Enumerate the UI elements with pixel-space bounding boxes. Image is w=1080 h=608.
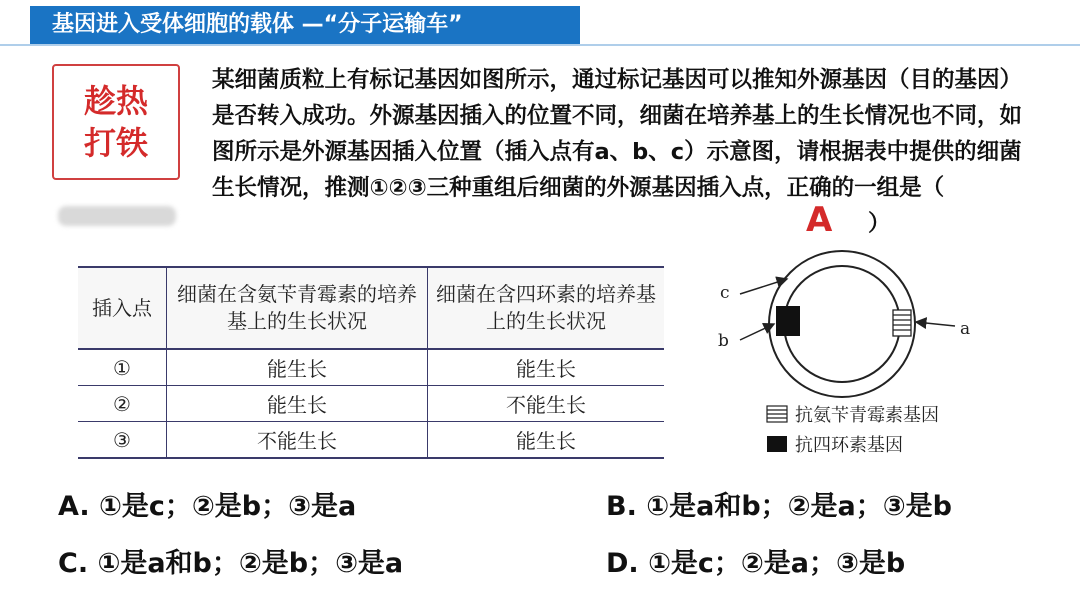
table-cell: ② xyxy=(78,386,167,422)
label-c: c xyxy=(720,283,730,303)
header-ampicillin: 细菌在含氨苄青霉素的培养基上的生长状况 xyxy=(167,267,428,349)
table-row xyxy=(78,386,664,422)
label-a: a xyxy=(960,319,971,339)
option-d[interactable]: D. ①是c；②是a；③是b xyxy=(606,548,906,579)
legend-striped-swatch xyxy=(767,406,787,422)
option-a[interactable]: A. ①是c；②是b；③是a xyxy=(58,491,357,522)
table-cell: ③ xyxy=(78,422,167,459)
label-b: b xyxy=(718,331,729,351)
table-cell: 不能生长 xyxy=(428,386,665,422)
table-cell: 能生长 xyxy=(428,349,665,386)
badge-line-1: 趁热 xyxy=(83,82,148,120)
table-cell: 能生长 xyxy=(428,422,665,459)
tetracycline-gene-block xyxy=(776,306,800,336)
growth-table xyxy=(78,266,664,459)
table-cell: 能生长 xyxy=(167,349,428,386)
plasmid-diagram xyxy=(700,244,1000,464)
arrow-a xyxy=(916,322,955,326)
table-row xyxy=(78,349,664,386)
slide-title: 基因进入受体细胞的载体 —“分子运输车” xyxy=(30,6,580,44)
answer-mark: A xyxy=(806,200,833,240)
table-header-row xyxy=(78,267,664,349)
option-c[interactable]: C. ①是a和b；②是b；③是a xyxy=(58,548,404,579)
header-tetracycline: 细菌在含四环素的培养基上的生长状况 xyxy=(428,267,665,349)
legend-tetracycline-label: 抗四环素基因 xyxy=(795,435,903,456)
question-close-paren: ） xyxy=(868,211,891,237)
table-row xyxy=(78,422,664,459)
legend-solid-swatch xyxy=(767,436,787,452)
badge-line-2: 打铁 xyxy=(83,124,148,162)
legend-ampicillin-label: 抗氨苄青霉素基因 xyxy=(795,405,939,426)
header-insertion-point: 插入点 xyxy=(78,267,167,349)
title-divider xyxy=(0,44,1080,46)
question-text: 某细菌质粒上有标记基因如图所示，通过标记基因可以推知外源基因（目的基因）是否转入成功。外源基因插入的位置不同，细菌在培养基上的生长情况也不同，如图所示是外源基因插入位置（插入点有a、b、c）示意图，请根据表中提供的细菌生长情况，推测①②③三种重组后细菌的外源基因插入点，正确的一组是（ xyxy=(212,67,1023,201)
ampicillin-gene-block xyxy=(893,310,911,336)
table-cell: 能生长 xyxy=(167,386,428,422)
table-cell: ① xyxy=(78,349,167,386)
table-cell: 不能生长 xyxy=(167,422,428,459)
practice-badge xyxy=(52,64,180,180)
blurred-decoration xyxy=(58,206,176,226)
option-b[interactable]: B. ①是a和b；②是a；③是b xyxy=(606,491,952,522)
